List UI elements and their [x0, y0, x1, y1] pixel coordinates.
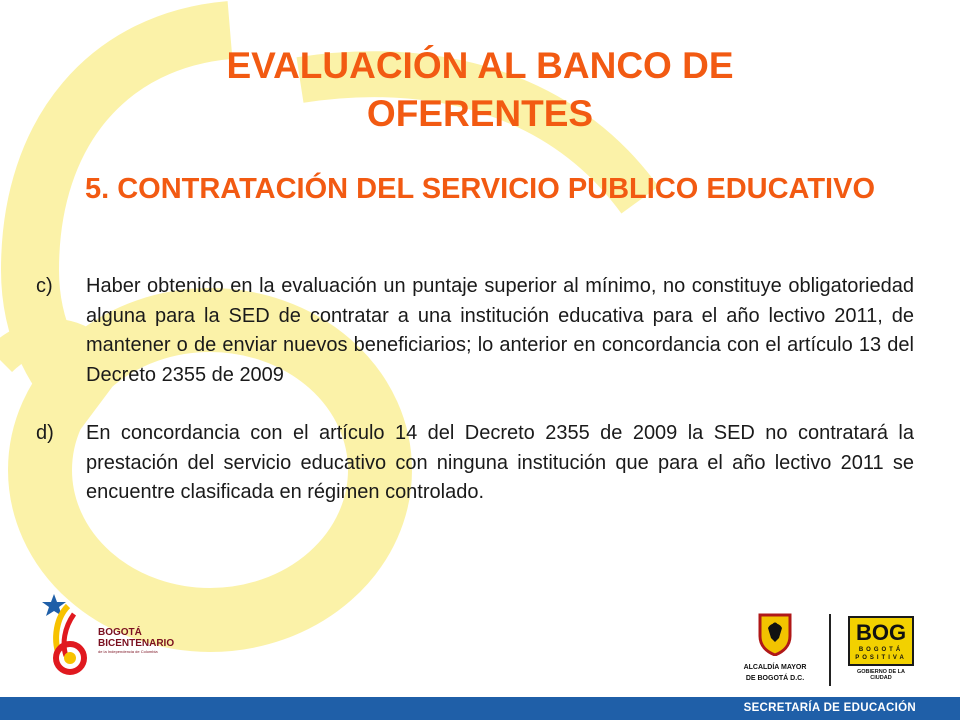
bicentenario-logo	[40, 592, 100, 682]
footer-bar	[0, 697, 960, 720]
footer-label: SECRETARÍA DE EDUCACIÓN	[743, 702, 916, 714]
list-item-text: Haber obtenido en la evaluación un puntaje superior al mínimo, no constituye obligatoriedad alguna para la SED de contratar a una institución educativa para el año lectivo 2011, de mantener o de enviar nuevos beneficiarios; lo anterior en concordancia con el artículo 13 del Decreto 2355 de 2009	[86, 275, 914, 386]
coat-of-arms-icon	[757, 612, 793, 656]
list-marker: c)	[36, 275, 53, 297]
page-title: EVALUACIÓN AL BANCO DE OFERENTES	[226, 45, 734, 134]
list-item	[36, 272, 914, 390]
bicentenario-text: BOGOTÁ BICENTENARIO de la Independencia de Colombia	[98, 627, 175, 654]
content-list	[36, 272, 914, 508]
alcaldia-logo: ALCALDÍA MAYOR DE BOGOTÁ D.C.	[735, 612, 815, 683]
list-item	[36, 419, 914, 508]
section-subtitle: 5. CONTRATACIÓN DEL SERVICIO PUBLICO EDUCATIVO	[84, 173, 876, 205]
list-marker: d)	[36, 422, 54, 444]
logo-divider	[829, 614, 831, 686]
bogota-positiva-logo: BOG BOGOTÁ POSITIVA GOBIERNO DE LA CIUDAD	[848, 616, 914, 681]
list-item-text: En concordancia con el artículo 14 del Decreto 2355 de 2009 la SED no contratará la prestación del servicio educativo con ninguna institución que para el año lectivo 2011 se encuentre clasificada en régimen controlado.	[86, 422, 914, 503]
